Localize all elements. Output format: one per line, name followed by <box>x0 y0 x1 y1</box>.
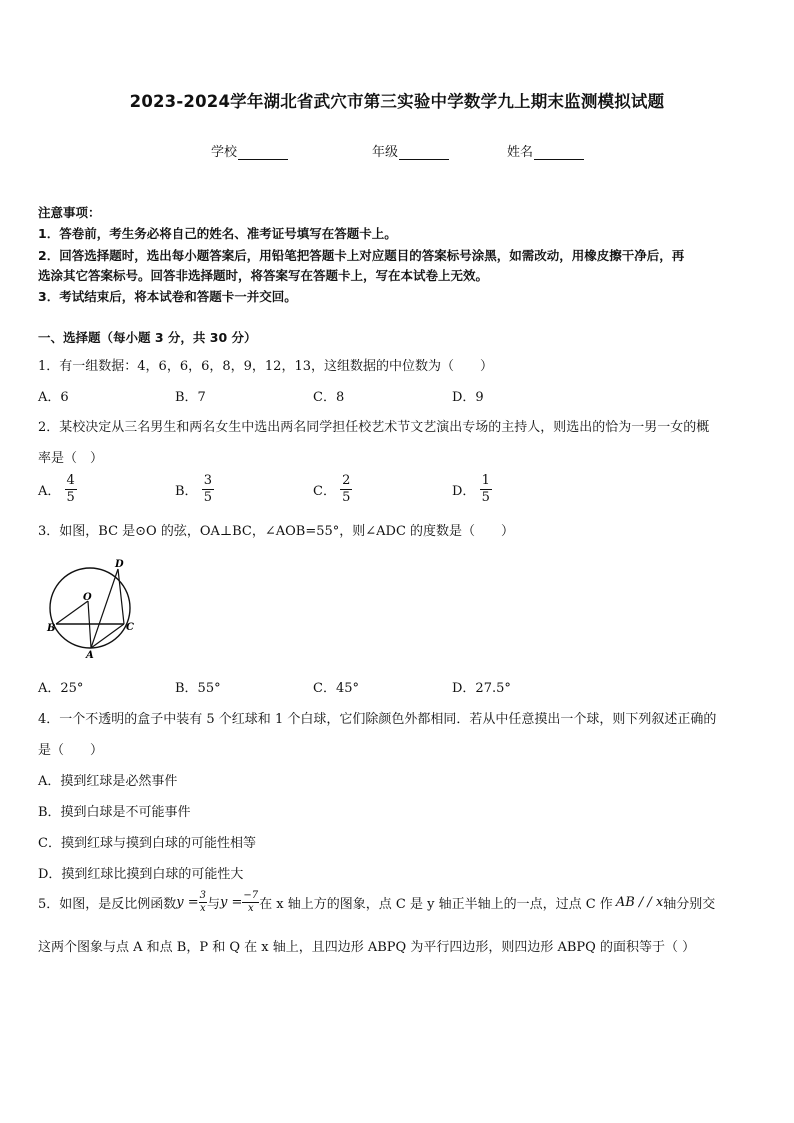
q3-option-b[interactable]: B．55° <box>175 681 221 696</box>
q2-d-num: 1 <box>481 473 490 488</box>
q2-option-b-fraction <box>202 473 214 506</box>
school-blank[interactable] <box>238 145 288 160</box>
q5-y2: y = <box>220 895 243 910</box>
q5-ab-parallel: AB / / x <box>615 895 664 910</box>
q2-c-den: 5 <box>342 490 351 505</box>
label-o: O <box>83 592 92 603</box>
q5-y1: y = <box>176 895 199 910</box>
q5-f1-num: 3 <box>199 890 207 901</box>
label-d: D <box>115 559 124 570</box>
segment-ob <box>56 601 88 624</box>
segment-ad <box>91 569 118 648</box>
q2-b-den: 5 <box>203 490 212 505</box>
q4-option-c[interactable]: C．摸到红球与摸到白球的可能性相等 <box>38 836 256 851</box>
q2-a-den: 5 <box>66 490 75 505</box>
q2-option-d-fraction <box>480 473 492 506</box>
label-c: C <box>126 622 134 633</box>
q2-c-num: 2 <box>342 473 351 488</box>
q5-f2-num: −7 <box>243 890 259 901</box>
q1-option-a[interactable]: A．6 <box>38 390 69 405</box>
q3-option-a[interactable]: A．25° <box>38 681 84 696</box>
q4-option-d[interactable]: D．摸到红球比摸到白球的可能性大 <box>38 867 244 882</box>
q3-circle-figure <box>40 555 150 660</box>
segment-dc <box>118 569 124 624</box>
q2-option-b[interactable] <box>175 473 214 506</box>
q5-fraction-1 <box>199 890 207 915</box>
q2-option-a-label: A． <box>38 484 61 499</box>
q3-option-c[interactable]: C．45° <box>313 681 359 696</box>
name-blank[interactable] <box>534 145 584 160</box>
q3-option-d[interactable]: D．27.5° <box>452 681 511 696</box>
q5-fraction-2 <box>242 890 259 915</box>
q2-option-d[interactable] <box>452 473 492 506</box>
q5-prefix: 5．如图，是反比例函数 <box>38 897 177 912</box>
notes-heading: 注意事项： <box>38 205 101 220</box>
q2-a-num: 4 <box>66 473 75 488</box>
q4-option-b[interactable]: B．摸到白球是不可能事件 <box>38 805 191 820</box>
q1-option-b[interactable]: B．7 <box>175 390 206 405</box>
q5-line-2: 这两个图象与点 A 和点 B，P 和 Q 在 x 轴上，且四边形 ABPQ 为平行四边形，则四边形 ABPQ 的面积等于（ ） <box>38 940 696 955</box>
note-2a: 2．回答选择题时，选出每小题答案后，用铅笔把答题卡上对应题目的答案标号涂黑，如需改动，用橡皮擦干净后，再 <box>38 248 685 263</box>
name-label: 姓名 <box>507 145 534 160</box>
q2-option-a-fraction <box>65 473 77 506</box>
page-title: 2023-2024学年湖北省武穴市第三实验中学数学九上期末监测模拟试题 <box>129 92 665 111</box>
note-2b: 选涂其它答案标号。回答非选择题时，将答案写在答题卡上，写在本试卷上无效。 <box>38 268 489 283</box>
q2-option-c-label: C． <box>313 484 336 499</box>
q2-d-den: 5 <box>481 490 490 505</box>
label-b: B <box>47 623 56 634</box>
q4-option-a[interactable]: A．摸到红球是必然事件 <box>38 774 178 789</box>
q5-f2-den: x <box>247 903 254 914</box>
q3-stem: 3．如图，BC 是⊙O 的弦，OA⊥BC，∠AOB=55°，则∠ADC 的度数是（ ） <box>38 524 515 539</box>
q1-stem: 1．有一组数据：4，6，6，6，8，9，12，13，这组数据的中位数为（ ） <box>38 359 493 374</box>
q5-mid: 在 x 轴上方的图象，点 C 是 y 轴正半轴上的一点，过点 C 作 <box>259 897 613 912</box>
school-field[interactable] <box>211 141 288 160</box>
q5-suffix: 轴分别交 <box>663 897 716 912</box>
note-1: 1．答卷前，考生务必将自己的姓名、准考证号填写在答题卡上。 <box>38 226 397 241</box>
q2-stem-a: 2．某校决定从三名男生和两名女生中选出两名同学担任校艺术节文艺演出专场的主持人，则选出的恰为一男一女的概 <box>38 420 710 435</box>
school-label: 学校 <box>211 145 238 160</box>
q4-stem-a: 4．一个不透明的盒子中装有 5 个红球和 1 个白球，它们除颜色外都相同．若从中任意摸出一个球，则下列叙述正确的 <box>38 712 717 727</box>
q1-option-c[interactable]: C．8 <box>313 390 345 405</box>
q5-line-1 <box>38 890 715 915</box>
section-heading: 一、选择题（每小题 3 分，共 30 分） <box>38 330 257 345</box>
q5-and: 与 <box>207 897 221 912</box>
q5-f1-den: x <box>200 903 206 914</box>
grade-field[interactable] <box>372 141 449 160</box>
grade-label: 年级 <box>372 145 399 160</box>
q2-option-d-label: D． <box>452 484 476 499</box>
q2-option-c-fraction <box>340 473 352 506</box>
label-a: A <box>86 650 94 660</box>
note-3: 3．考试结束后，将本试卷和答题卡一并交回。 <box>38 289 297 304</box>
q1-option-d[interactable]: D．9 <box>452 390 484 405</box>
name-field[interactable] <box>507 141 584 160</box>
q2-stem-b: 率是（ ） <box>38 451 104 466</box>
q2-b-num: 3 <box>203 473 212 488</box>
grade-blank[interactable] <box>399 145 449 160</box>
q2-option-a[interactable] <box>38 473 77 506</box>
q4-stem-b: 是（ ） <box>38 743 104 758</box>
q2-option-b-label: B． <box>175 484 198 499</box>
q2-option-c[interactable] <box>313 473 352 506</box>
